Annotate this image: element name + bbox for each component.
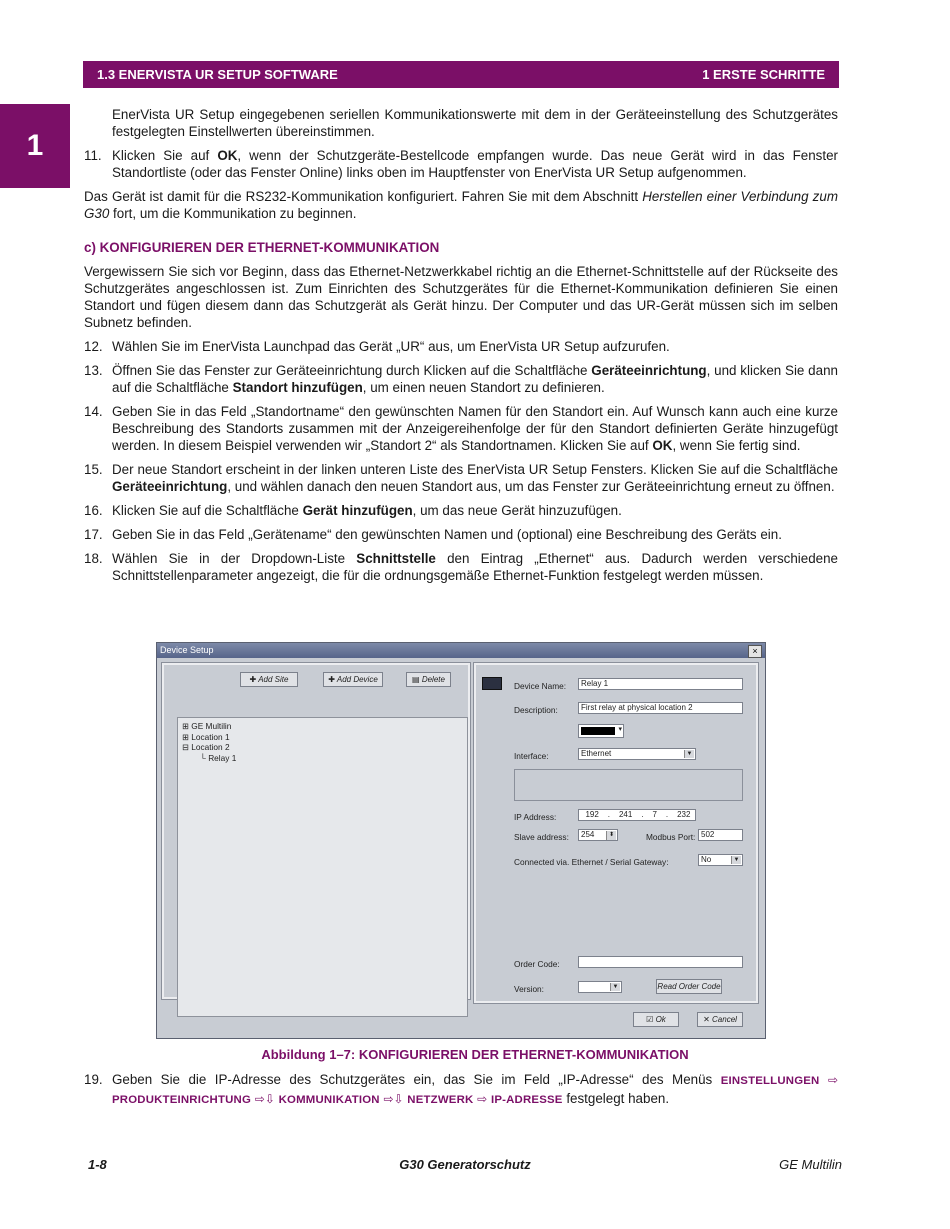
- interface-label: Interface:: [514, 751, 549, 761]
- italic-text: Herstellen einer Verbindung zum G30: [84, 189, 838, 221]
- chevron-down-icon[interactable]: ▼: [731, 856, 741, 864]
- text: , um das neue Gerät hinzuzufügen.: [412, 503, 622, 518]
- text: Klicken Sie auf die Schaltfläche: [112, 503, 303, 518]
- footer-title: G30 Generatorschutz: [399, 1157, 531, 1172]
- text: Der neue Standort erscheint in der linken unteren Liste des EnerVista UR Setup Fensters. Klicken Sie auf die Schaltfläche: [112, 462, 838, 477]
- description-label: Description:: [514, 705, 558, 715]
- step-text: [112, 362, 838, 396]
- expand-icon[interactable]: ⊞: [182, 721, 192, 731]
- step-number: 11.: [84, 148, 102, 163]
- step-19: [84, 1071, 838, 1109]
- delete-button[interactable]: [406, 672, 451, 687]
- step-17: [84, 526, 838, 543]
- text: , wenn Sie fertig sind.: [672, 438, 801, 453]
- tree-node[interactable]: [182, 721, 463, 732]
- figure-caption: Abbildung 1–7: KONFIGURIEREN DER ETHERNET-KOMMUNIKATION: [261, 1047, 689, 1062]
- close-icon[interactable]: ×: [748, 645, 762, 658]
- ip-dot: .: [641, 810, 644, 819]
- ok-button[interactable]: [633, 1012, 679, 1027]
- text: festgelegt haben.: [562, 1091, 670, 1106]
- text: Klicken Sie auf: [112, 148, 218, 163]
- step-text: Wählen Sie im EnerVista Launchpad das Gerät „UR“ aus, um EnerVista UR Setup aufzurufen.: [112, 339, 670, 354]
- dialog-title: Device Setup: [160, 645, 214, 655]
- add-device-button[interactable]: [323, 672, 383, 687]
- ip-dot: .: [607, 810, 611, 819]
- device-icon: [482, 677, 502, 690]
- dialog-title-bar: [157, 643, 765, 658]
- device-name-label: Device Name:: [514, 681, 567, 691]
- text: Öffnen Sie das Fenster zur Geräteeinrichtung durch Klicken auf die Schaltfläche: [112, 363, 592, 378]
- footer-company: GE Multilin: [779, 1157, 842, 1172]
- step-14: [84, 403, 838, 454]
- arrow-right-down-icon: ⇨⇩: [254, 1092, 275, 1106]
- gateway-label: Connected via. Ethernet / Serial Gateway:: [514, 857, 669, 867]
- arrow-right-icon: ⇨: [477, 1092, 488, 1106]
- interface-value: Ethernet: [581, 749, 612, 758]
- description-field[interactable]: First relay at physical location 2: [578, 702, 743, 714]
- footer-page-number: 1-8: [88, 1157, 107, 1172]
- ip-address-label: IP Address:: [514, 812, 557, 822]
- ip-octet: 241: [618, 810, 633, 819]
- add-site-button[interactable]: [240, 672, 298, 687]
- step-text: [112, 461, 838, 495]
- chapter-tab: 1: [0, 104, 70, 188]
- ip-address-field[interactable]: [578, 809, 696, 821]
- step-number: 19.: [84, 1072, 103, 1087]
- chevron-down-icon[interactable]: ▼: [610, 983, 620, 991]
- ip-octet: 232: [677, 810, 691, 819]
- bold-text: Gerät hinzufügen: [302, 503, 413, 518]
- bold-text: OK: [652, 438, 673, 453]
- step-number: 17.: [84, 527, 103, 542]
- button-label: Add Device: [336, 675, 378, 684]
- menu-path-item: KOMMUNIKATION: [278, 1094, 380, 1106]
- color-picker[interactable]: [578, 724, 624, 738]
- ip-dot: .: [665, 810, 669, 819]
- step-11: [84, 147, 838, 181]
- slave-address-value: 254: [581, 830, 595, 839]
- bold-text: OK: [217, 148, 238, 163]
- menu-path-item: EINSTELLUNGEN: [720, 1075, 820, 1087]
- button-label: Ok: [655, 1015, 666, 1024]
- chevron-down-icon[interactable]: ▼: [684, 750, 694, 758]
- step-number: 14.: [84, 404, 103, 419]
- color-swatch: [581, 727, 615, 735]
- page-header: [83, 61, 839, 88]
- header-section-title: 1.3 ENERVISTA UR SETUP SOFTWARE: [97, 67, 338, 82]
- section-intro: Vergewissern Sie sich vor Beginn, dass das Ethernet-Netzwerkkabel richtig an die Ethernet-Schnittstelle auf der Rückseite des Schutzgerätes angeschlossen ist. Zum Einrichten des Schutzgerätes für die Ethernet-Kommunikation definieren Sie einen Standort und fügen diesem dann das Schutzgerät als Gerät hinzu. Der Computer und das UR-Gerät müssen sich im selben Subnetz befinden.: [84, 264, 838, 330]
- section-title: c) KONFIGURIEREN DER ETHERNET-KOMMUNIKATION: [84, 240, 440, 255]
- step-text: [112, 147, 838, 181]
- tree-label: Relay 1: [208, 752, 237, 763]
- version-select[interactable]: [578, 981, 622, 993]
- summary-paragraph: [84, 188, 838, 222]
- step-15: [84, 461, 838, 495]
- interface-select[interactable]: [578, 748, 696, 760]
- site-tree-panel: [162, 663, 470, 999]
- text: , und klicken Sie dann auf die Schaltfläche: [112, 363, 838, 395]
- bold-text: Geräteeinrichtung: [112, 479, 228, 494]
- device-setup-dialog: [156, 642, 766, 1039]
- gateway-select[interactable]: [698, 854, 743, 866]
- bold-text: Schnittstelle: [356, 551, 436, 566]
- ip-octet: 7: [652, 810, 657, 819]
- tree-branch-icon: └: [200, 752, 209, 763]
- step-text: [112, 502, 838, 519]
- button-label: Add Site: [258, 675, 289, 684]
- site-tree[interactable]: [177, 717, 468, 1017]
- device-name-field[interactable]: Relay 1: [578, 678, 743, 690]
- header-chapter-title: 1 ERSTE SCHRITTE: [702, 67, 825, 82]
- tree-node[interactable]: [182, 753, 463, 764]
- modbus-port-field[interactable]: 502: [698, 829, 743, 841]
- tree-node[interactable]: [182, 732, 463, 743]
- text: Geben Sie in das Feld „Standortname“ den gewünschten Namen für den Standort ein. Auf Wunsch kann auch eine kurze Beschreibung des Standorts zusammen mit der Anzeigereihenfolge der für den Standort definierten Geräte hinzugefügt werden. In diesem Beispiel verwenden wir „Standort 2“ als Standortnamen. Klicken Sie auf: [112, 404, 838, 453]
- step-text: [112, 403, 838, 454]
- trash-icon: ▤: [412, 675, 422, 684]
- step-16: [84, 502, 838, 519]
- menu-path-item: NETZWERK: [407, 1094, 474, 1106]
- step-text: [112, 550, 838, 584]
- arrow-right-down-icon: ⇨⇩: [383, 1092, 404, 1106]
- text: , um einen neuen Standort zu definieren.: [362, 380, 605, 395]
- tree-node[interactable]: [182, 742, 463, 753]
- text: fort, um die Kommunikation zu beginnen.: [109, 206, 357, 221]
- step-13: [84, 362, 838, 396]
- text: den Eintrag „Ethernet“ aus. Dadurch werden verschiedene Schnittstellenparameter angezeigt, die für die ordnungsgemäße Ethernet-Funktion festgelegt werden müssen.: [112, 551, 839, 583]
- text: , und wählen danach den neuen Standort aus, um das Fenster zur Geräteeinrichtung erneut zu öffnen.: [227, 479, 835, 494]
- order-code-field[interactable]: [578, 956, 743, 968]
- order-code-label: Order Code:: [514, 959, 560, 969]
- tree-label: Location 1: [191, 731, 230, 742]
- tree-label: GE Multilin: [191, 721, 232, 731]
- button-label: Cancel: [712, 1015, 737, 1024]
- collapse-icon[interactable]: ⊟: [182, 742, 192, 752]
- slave-address-stepper[interactable]: [578, 829, 618, 841]
- step-number: 12.: [84, 339, 103, 354]
- continued-paragraph: EnerVista UR Setup eingegebenen seriellen Kommunikationswerte mit dem in der Geräteeinstellung des Schutzgerätes festgelegten Einstellwerten übereinstimmen.: [112, 107, 838, 139]
- step-18: [84, 550, 838, 584]
- ip-octet: 192: [585, 810, 599, 819]
- gateway-value: No: [701, 855, 712, 864]
- step-text: [112, 1071, 838, 1109]
- add-site-icon: ✚: [249, 675, 259, 684]
- step-number: 13.: [84, 363, 103, 378]
- step-text: Geben Sie in das Feld „Gerätename“ den gewünschten Namen und (optional) eine Beschreibung des Geräts ein.: [112, 527, 782, 542]
- text: Geben Sie die IP-Adresse des Schutzgerätes ein, das Sie im Feld „IP-Adresse“ des Menüs: [112, 1072, 721, 1087]
- close-icon: ✕: [703, 1015, 713, 1024]
- text: Das Gerät ist damit für die RS232-Kommunikation konfiguriert. Fahren Sie mit dem Abschnitt: [84, 189, 643, 204]
- arrow-right-icon: ⇨: [827, 1073, 838, 1087]
- device-properties-panel: [474, 663, 758, 1003]
- page-content: [84, 106, 838, 584]
- slave-address-label: Slave address:: [514, 832, 569, 842]
- stepper-arrows-icon[interactable]: ⬍: [606, 831, 616, 840]
- step-12: [84, 338, 838, 355]
- step-number: 15.: [84, 462, 103, 477]
- menu-path-item: IP-ADRESSE: [490, 1094, 563, 1106]
- step-number: 16.: [84, 503, 103, 518]
- chevron-down-icon: ▾: [618, 726, 622, 733]
- step-number: 18.: [84, 551, 103, 566]
- bold-text: Standort hinzufügen: [232, 380, 363, 395]
- tree-label: Location 2: [191, 742, 230, 752]
- text: Wählen Sie in der Dropdown-Liste: [112, 551, 357, 566]
- modbus-port-label: Modbus Port:: [646, 832, 696, 842]
- button-label: Delete: [421, 675, 445, 684]
- cancel-button[interactable]: [697, 1012, 743, 1027]
- bold-text: Geräteeinrichtung: [591, 363, 707, 378]
- text: , wenn der Schutzgeräte-Bestellcode empfangen wurde. Das neue Gerät wird in das Fenster Standortliste (oder das Fenster Online) links oben im Hauptfenster von EnerVista UR Setup aufgenommen.: [112, 148, 839, 180]
- check-icon: ☑: [646, 1015, 656, 1024]
- interface-info-box: [514, 769, 743, 801]
- version-label: Version:: [514, 984, 544, 994]
- add-device-icon: ✚: [328, 675, 337, 684]
- read-order-code-button[interactable]: Read Order Code: [656, 979, 722, 994]
- menu-path-item: PRODUKTEINRICHTUNG: [112, 1094, 252, 1106]
- expand-icon[interactable]: ⊞: [182, 731, 192, 742]
